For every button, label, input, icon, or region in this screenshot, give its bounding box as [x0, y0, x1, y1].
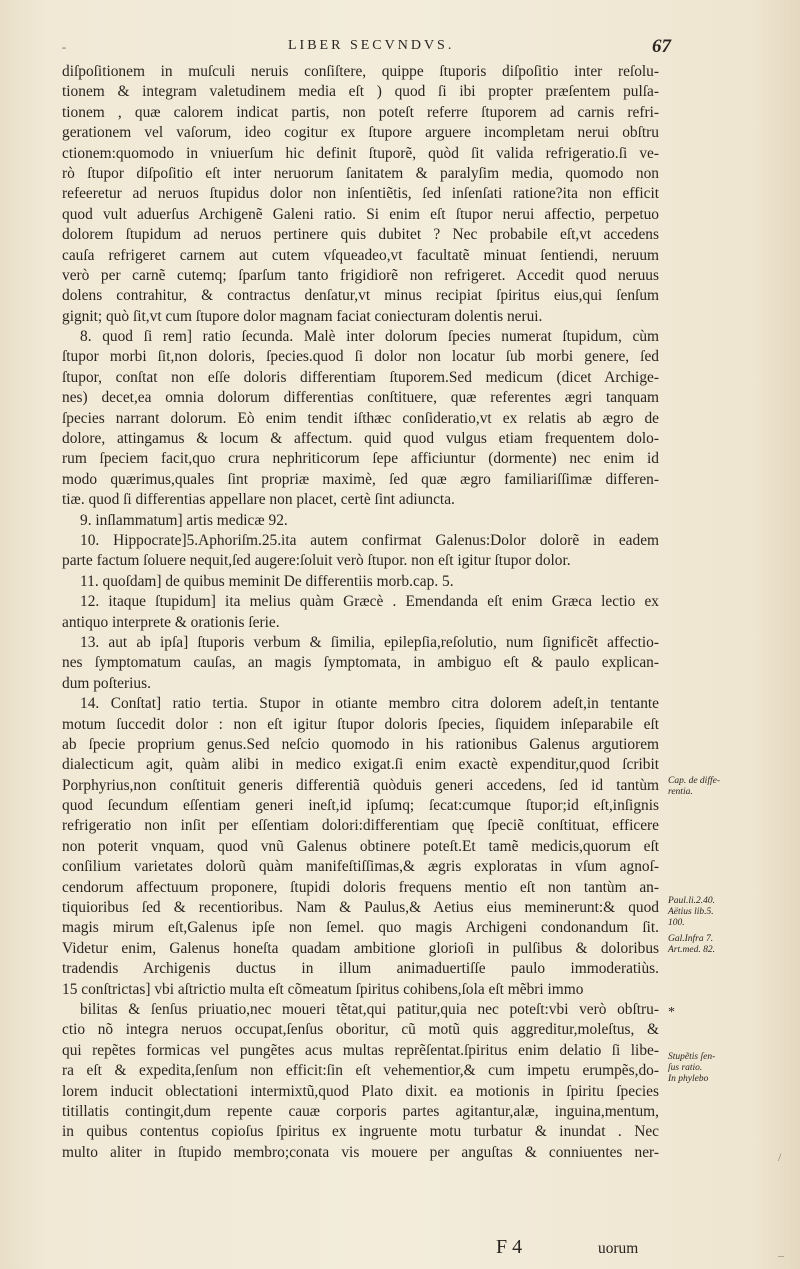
- text-line: diſpoſitionem in muſculi neruis conſiſtere, quippe ſtuporis diſpoſitio inter reſolu-: [62, 63, 659, 80]
- text-line: rum ſpeciem facit,quo crura nephriticorum ſepe afficiuntur (dormente) nec enim id: [62, 450, 659, 468]
- text-line: refeeretur ad neruos ſtupidus dolor non inſentiẽtis, ſed inſenſati ratione?ita non efficit: [62, 185, 659, 203]
- text-line: ctionem:quomodo in vniuerſum hic definit ſtuporẽ, quòd ſit valida refrigeratio.ſi ve-: [62, 144, 659, 162]
- text-line: ctio nõ integra neruos occupat,ſenſus oboritur, cũ motũ quis aggreditur,moleſtus, &: [62, 1021, 659, 1039]
- text-line: quod ſecundum eſſentiam generi ineſt,id ipſumq; ſecat:cumque ſtupor;id eſt,inſignis: [62, 797, 659, 815]
- text-line: modo quærimus,quales ſint propriæ maximè, ſed quæ ægro familiariſſimæ differen-: [62, 470, 659, 488]
- text-line: nes ſymptomatum cauſas, an magis ſymptomata, in ambiguo eſt & paulo explican-: [62, 654, 659, 672]
- text-line: tionem , quæ calorem indicat partis, non poteſt referre ſtuporem ad carnis refri-: [62, 103, 659, 121]
- catchword: uorum: [598, 1240, 639, 1257]
- header-dash: -: [62, 40, 66, 54]
- text-line: cauſa refrigeret carnem aut cutem vſqueadeo,vt facultatẽ minuat ſentiendi, neruum: [62, 246, 659, 264]
- margin-note-line: In phylebo: [668, 1074, 709, 1084]
- text-line: qui repẽtes formicas vel pungẽtes acus multas reprẽſentat.ſpiritus enim delatio ſi libe-: [62, 1041, 659, 1059]
- text-line: titillatis contingit,dum repente cauæ corporis partes agitantur,alæ, inguina,mentum,: [62, 1102, 659, 1120]
- signature-mark: F 4: [496, 1236, 523, 1258]
- running-title: LIBER SECVNDVS.: [288, 38, 455, 53]
- text-line: 12. itaque ſtupidum] ita melius quàm Græcè . Emendanda eſt enim Græca lectio ex: [80, 593, 659, 611]
- text-line: tiquioribus ſed & recentioribus. Nam & Paulus,& Aetius eius meminerunt:& quod: [62, 899, 659, 917]
- margin-mark: /: [778, 1150, 782, 1164]
- margin-note-line: Cap. de diffe-: [668, 776, 720, 786]
- text-line: quod vult aduerſus Archigenẽ Galeni ratio. Si enim eſt ſtupor nerui affectio, perpetuo: [62, 205, 659, 223]
- margin-note-4: [668, 1052, 768, 1085]
- text-line: tionem & integram valetudinem media eſt ) quod ſi ibi propter præſentem pulſa-: [62, 83, 659, 101]
- page-number: 67: [652, 36, 671, 57]
- text-line: 13. aut ab ipſa] ſtuporis verbum & ſimilia, epilepſia,reſolutio, num ſignificẽt affectio-: [80, 633, 659, 651]
- text-line: 15 conſtrictas] vbi aſtrictio multa eſt cõmeatum ſpiritus cohibens,ſola eſt mẽbri immo: [62, 980, 584, 998]
- margin-note-line: Art.med. 82.: [668, 945, 715, 955]
- margin-mark: –: [778, 1248, 784, 1262]
- text-line: dolens contrahitur, & contractus denſatur,vt minus recipiat ſpiritus eius,qui ſenſum: [62, 287, 659, 305]
- text-line: rò ſtupor diſpoſitio eſt inter neruorum ſanitatem & paralyſim media, quomodo non: [62, 164, 659, 182]
- body-text: [62, 62, 659, 1163]
- margin-note-3: [668, 934, 768, 956]
- text-line: cendorum affectuum proponere, ſtupidi doloris frequens mentio eſt non tantùm an-: [62, 878, 659, 896]
- margin-asterisk: *: [668, 1005, 675, 1020]
- text-line: tiæ. quod ſi differentias appellare non placet, certè ſint adiuncta.: [62, 491, 455, 509]
- text-line: dum poſterius.: [62, 674, 151, 692]
- text-line: conſilium varietates dolorũ quàm manifeſtiſſimas,& ægris exploratas in vſum agnoſ-: [62, 858, 659, 876]
- margin-note-1: [668, 776, 768, 798]
- margin-note-line: Stupẽtis ſen-: [668, 1052, 716, 1062]
- margin-note-line: Aëtius lib.5.: [668, 907, 714, 917]
- text-line: tradendis Archigenis ductus in illum animaduertiſſe paulo immoderatiùs.: [62, 960, 659, 978]
- text-line: verò per carnẽ cutemq; ſparſum tanto frigidiorẽ non refrigeret. Accedit quod neruus: [62, 266, 659, 284]
- text-line: dialecticum agit, quàm alibi in medico exigat.ſi enim exactè expenditur,quod ſcribit: [62, 756, 659, 774]
- text-line: Videtur enim, Galenus honeſta quadam ambitione glorioſi in pulſibus & doloribus: [62, 939, 659, 957]
- text-line: 11. quoſdam] de quibus meminit De differentiis morb.cap. 5.: [80, 572, 454, 590]
- margin-note-2: [668, 896, 768, 929]
- text-line: in quibus contentus copioſus ſpiritus ex ingruente motu turbatur & inundat . Nec: [62, 1123, 659, 1141]
- text-line: antiquo interprete & orationis ſerie.: [62, 613, 280, 631]
- text-line: bilitas & ſenſus priuatio,nec moueri tẽtat,qui patitur,quia nec poteſt:vbi verò obſtru-: [80, 1000, 659, 1018]
- text-line: ab ſpecie proprium genus.Sed neſcio quomodo in his rationibus Galenus argutiorem: [62, 735, 659, 753]
- margin-note-line: Paul.li.2.40.: [668, 896, 715, 906]
- text-line: ra eſt & expedita,ſenſum non efficit:ſin eſt vehementior,& cum impetu erumpẽs,do-: [62, 1062, 659, 1080]
- text-line: ſtupor, conſtat non eſſe doloris differentiam ſtuporem.Sed medicum (dicet Archige-: [62, 368, 659, 386]
- text-line: ſtupor morbi ſit,non doloris, ſpecies.quod ſi dolor non locatur ſub morbi genere, ſed: [62, 348, 659, 366]
- text-line: 10. Hippocrate]5.Aphoriſm.25.ita autem confirmat Galenus:Dolor dolorẽ in eadem: [80, 531, 659, 549]
- margin-note-line: 100.: [668, 918, 685, 928]
- margin-note-line: Gal.Infra 7.: [668, 934, 714, 944]
- running-head: [0, 34, 800, 62]
- text-line: nes) decet,ea omnia dolorum differentias conſtituere, quæ referentes ægri tanquam: [62, 389, 659, 407]
- text-line: dolore, attingamus & locum & affectum. quid quod vulgus etiam frequentem dolo-: [62, 430, 659, 448]
- text-line: ſpecies narrant dolorum. Eò enim tendit iſthæc conſideratio,vt ex relatis ab ægro de: [62, 409, 659, 427]
- text-line: lorem inducit oblectationi intermixtũ,quod Plato dixit. ea motionis in ſpiritu ſpecies: [62, 1082, 659, 1100]
- text-line: Porphyrius,non conſtituit generis differentiã quòduis generi accedens, ſed id tantùm: [62, 776, 659, 794]
- text-line: 9. inſlammatum] artis medicæ 92.: [80, 511, 288, 529]
- text-line: refrigeratio non inſit per eſſentiam dolori:differentiam quę ſpeciẽ conſtituat, efficere: [62, 817, 659, 835]
- text-line: magis mirum eſt,Galenus ipſe non ſemel. quo magis Archigeni condonandum ſit.: [62, 919, 659, 937]
- text-line: 14. Conſtat] ratio tertia. Stupor in otiante membro citra dolorem adeſt,in tentante: [80, 695, 659, 713]
- text-line: multo aliter in ſtupido membro;conata vis mouere per anguſtas & conniuentes ner-: [62, 1143, 659, 1161]
- text-line: gerationem vel vaſorum, ideo cogitur ex ſtupore arguere incompletam nerui obſtru: [62, 124, 659, 142]
- text-line: parte factum ſoluere nequit,ſed augere:ſoluit verò ſtupor. non eſt igitur ſtupor dolor.: [62, 552, 571, 570]
- text-line: motum ſuccedit dolor : non eſt igitur ſtupor doloris ſpecies, ſiquidem inſeparabile eſt: [62, 715, 659, 733]
- margin-note-line: rentia.: [668, 787, 693, 797]
- text-line: non poterit vnquam, quod vnũ Galenus obtinere poteſt.Et tamẽ medicis,quorum eſt: [62, 837, 659, 855]
- text-line: 8. quod ſi rem] ratio ſecunda. Malè inter dolorum ſpecies numerat ſtupidum, cùm: [80, 328, 659, 346]
- text-line: dolorem ſtupidum ad neruos pertinere quis dubitet ? Nec probabile eſt,vt accedens: [62, 226, 659, 244]
- margin-note-line: ſus ratio.: [668, 1063, 703, 1073]
- text-line: gignit; quò ſit,vt cum ſtupore dolor magnam faciat coniecturam dolentis nerui.: [62, 307, 543, 325]
